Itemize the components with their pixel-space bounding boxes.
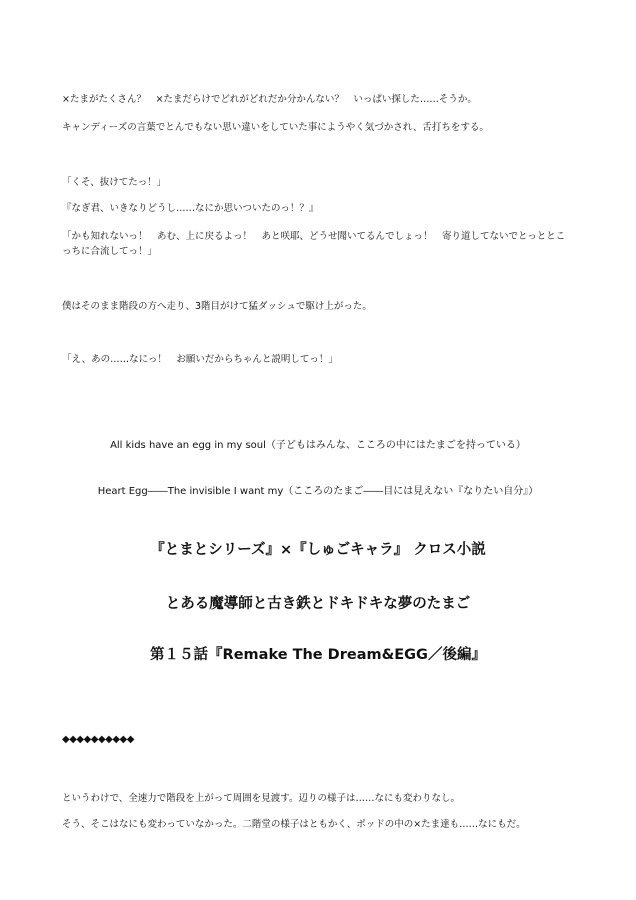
epigraph-line-1: All kids have an egg in my soul（子どもはみんな、こころの中にはたまごを持っている） xyxy=(110,440,526,451)
dialogue-line-4: 「え、あの……なにっ！ お願いだからちゃんと説明してっ！」 xyxy=(62,354,338,365)
episode-title: 第１５話『Remake The Dream&EGG／後編』 xyxy=(150,647,486,663)
section-divider: ◆◆◆◆◆◆◆◆◆◆ xyxy=(62,734,134,745)
dialogue-line-1: 「くそ、抜けてたっ！」 xyxy=(62,177,167,188)
dialogue-line-3: 「かも知れないっ！ あむ、上に戻るよっ！ あと咲耶、どうせ聞いてるんでしょっ！ 寄り道してないでとっととこっちに合流してっ！」 xyxy=(62,231,566,257)
closing-paragraph-2: そう、そこはなにも変わっていなかった。二階堂の様子はともかく、ポッドの中の×たま達も……なにもだ。 xyxy=(62,819,526,830)
work-title: とある魔導師と古き鉄とドキドキな夢のたまご xyxy=(165,596,471,612)
epigraph-line-2: Heart Egg――The invisible I want my（こころのたまご――目には見えない『なりたい自分』） xyxy=(97,486,539,497)
dialogue-line-2: 『なぎ君、いきなりどうし……なにか思いついたのっ！？』 xyxy=(62,203,319,214)
paragraph-1: ×たまがたくさん？ ×たまだらけでどれがどれだか分かんない？ いっぱい探した……そうか。 xyxy=(62,94,477,105)
closing-paragraph-1: というわけで、全速力で階段を上がって周囲を見渡す。辺りの様子は……なにも変わりなし。 xyxy=(62,793,461,804)
paragraph-3: 僕はそのまま階段の方へ走り、3階目がけて猛ダッシュで駆け上がった。 xyxy=(62,301,372,312)
paragraph-2: キャンディーズの言葉でとんでもない思い違いをしていた事にようやく気づかされ、舌打ちをする。 xyxy=(62,122,489,133)
series-title: 『とまとシリーズ』×『しゅごキャラ』 クロス小説 xyxy=(150,542,486,558)
